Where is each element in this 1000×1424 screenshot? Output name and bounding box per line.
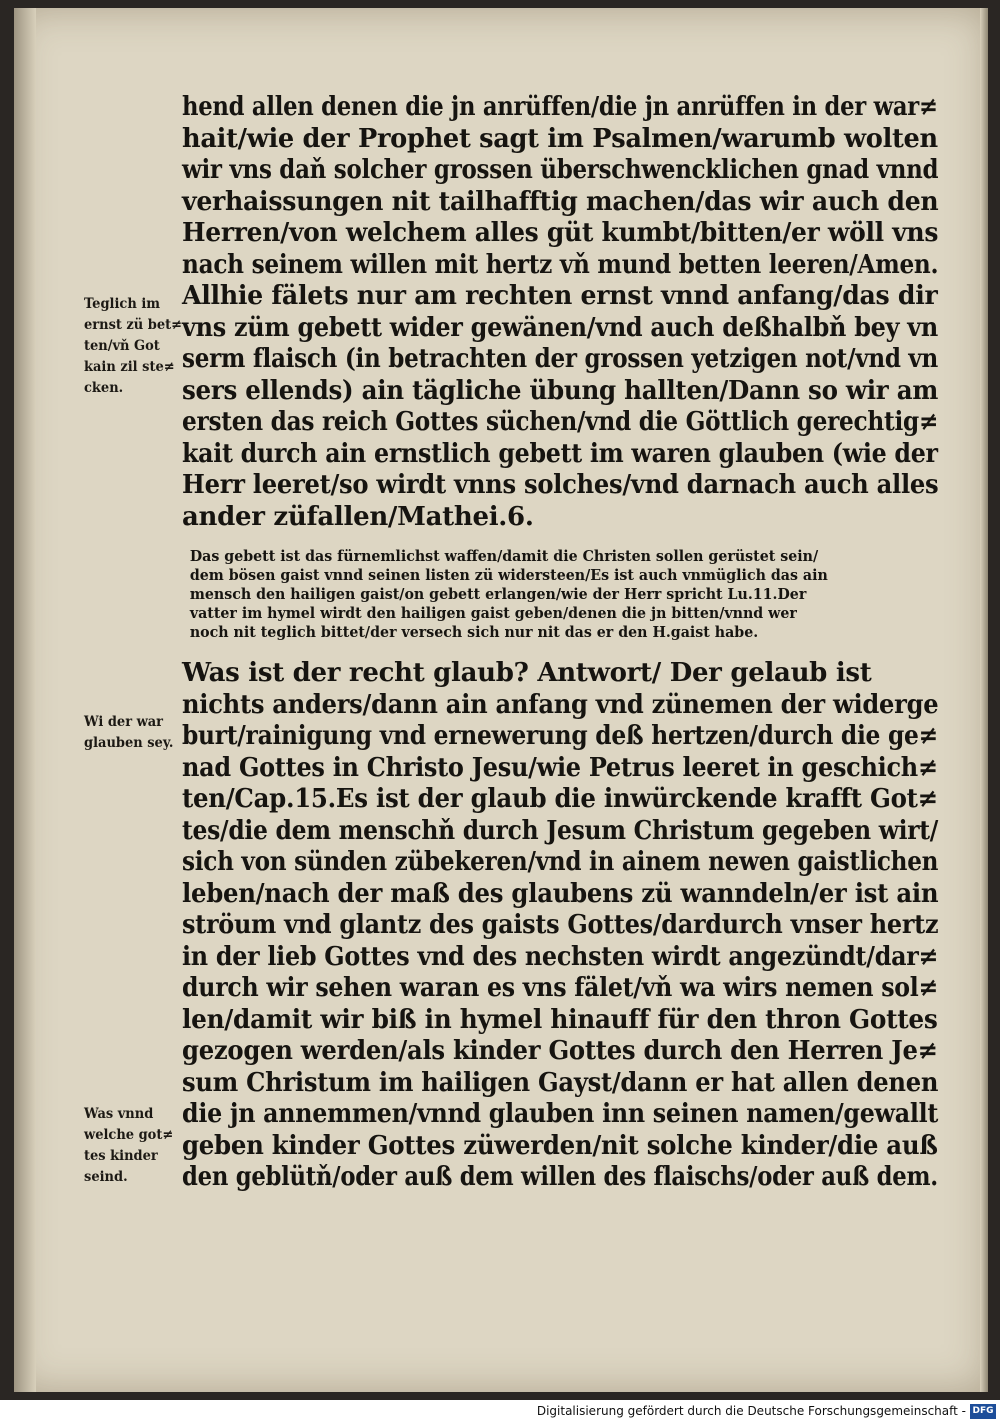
text-line: nach seinem willen mit hertz vň mund betten leeren/Amen. — [182, 249, 939, 280]
text-line: wir vns daň solcher grossen überschwencklichen gnad vnnd — [182, 155, 939, 185]
small-print-note — [182, 547, 938, 642]
note-line: mensch den hailigen gaist/on gebett erlangen/wie der Herr spricht Lu.11.Der — [189, 586, 807, 603]
margin-note-children-of-god — [84, 1104, 196, 1188]
margin-note-true-faith — [84, 712, 196, 754]
text-line: hait/wie der Prophet sagt im Psalmen/warumb wolten — [182, 123, 938, 154]
text-line: nichts anders/dann ain anfang vnd zünemen der widerge — [182, 689, 939, 720]
margin-note-line: Teglich im — [84, 296, 161, 312]
text-line: ten/Cap.15.Es ist der glaub die inwürckende krafft Got≠ — [182, 784, 938, 814]
margin-note-line: Wi der war — [84, 714, 164, 730]
text-line: Allhie fälets nur am rechten ernst vnnd anfang/das dir — [182, 281, 938, 311]
margin-note-daily-prayer — [84, 294, 196, 399]
margin-note-line: glauben sey. — [84, 735, 174, 751]
text-line: die jn annemmen/vnnd glauben inn seinen namen/gewallt — [182, 1099, 939, 1129]
text-line: den geblütň/oder auß dem willen des flaischs/oder auß dem. — [182, 1162, 938, 1192]
note-line: Das gebett ist das fürnemlichst waffen/damit die Christen sollen gerüstet sein/ — [189, 548, 819, 565]
text-line: sers ellends) ain tägliche übung hallten/Dann so wir am — [182, 375, 939, 406]
digitization-footer — [0, 1400, 1000, 1424]
text-line: in der lieb Gottes vnd des nechsten wirdt angezündt/dar≠ — [182, 941, 939, 972]
page-edge — [980, 8, 988, 1392]
margin-note-line: ernst zü bet≠ — [84, 317, 183, 333]
text-line: durch wir sehen waran es vns fälet/vň wa wirs nemen sol≠ — [182, 973, 939, 1003]
margin-note-line: tes kinder — [84, 1148, 158, 1164]
main-text-column — [182, 92, 938, 1194]
text-line: burt/rainigung vnd ernewerung deß hertzen/durch die ge≠ — [182, 721, 938, 751]
margin-note-line: welche got≠ — [84, 1127, 174, 1143]
text-line: Was ist der recht glaub? Antwort/ Der gelaub ist — [182, 658, 872, 688]
text-line: Herr leeret/so wirdt vnns solches/vnd darnach auch alles — [182, 470, 939, 500]
note-line: noch nit teglich bittet/der versech sich nur nit das er den H.gaist habe. — [189, 624, 759, 641]
text-line: gezogen werden/als kinder Gottes durch den Herren Je≠ — [182, 1036, 938, 1066]
text-line: ersten das reich Gottes süchen/vnd die Göttlich gerechtig≠ — [182, 407, 939, 437]
margin-note-line: seind. — [84, 1169, 128, 1185]
text-line: ander züfallen/Mathei.6. — [182, 501, 534, 532]
margin-note-line: kain zil ste≠ — [84, 359, 175, 375]
funding-notice: Digitalisierung gefördert durch die Deutsche Forschungsgemeinschaft - — [536, 1404, 966, 1418]
margin-note-line: ten/vň Got — [84, 338, 160, 354]
text-line: hend allen denen die jn anrüffen/die jn anrüffen in der war≠ — [182, 92, 938, 122]
text-line: sich von sünden zübekeren/vnd in ainem newen gaistlichen — [182, 847, 939, 877]
text-line: len/damit wir biß in hymel hinauff für den thron Gottes — [182, 1004, 938, 1035]
text-line: geben kinder Gottes züwerden/nit solche kinder/die auß — [182, 1130, 938, 1161]
text-line: vns züm gebett wider gewänen/vnd auch deßhalbň bey vn — [182, 312, 938, 343]
text-line: verhaissungen nit tailhafftig machen/das wir auch den — [182, 186, 939, 217]
text-line: kait durch ain ernstlich gebett im waren glauben (wie der — [182, 438, 938, 469]
dfg-logo: DFG — [970, 1404, 996, 1419]
note-line: dem bösen gaist vnnd seinen listen zü widersteen/Es ist auch vnmüglich das ain — [189, 567, 828, 584]
text-line: tes/die dem menschň durch Jesum Christum gegeben wirt/ — [182, 815, 939, 846]
margin-note-line: cken. — [84, 380, 124, 396]
text-line: nad Gottes in Christo Jesu/wie Petrus leeret in geschich≠ — [182, 752, 938, 783]
text-line: Herren/von welchem alles güt kumbt/bitten/er wöll vns — [182, 218, 939, 248]
note-line: vatter im hymel wirdt den hailigen gaist geben/denen die jn bitten/vnnd wer — [189, 605, 797, 622]
text-line: sum Christum im hailigen Gayst/dann er hat allen denen — [182, 1067, 939, 1098]
page-gutter-shadow — [14, 8, 36, 1392]
text-line: leben/nach der maß des glaubens zü wanndeln/er ist ain — [182, 878, 939, 909]
text-line: serm flaisch (in betrachten der grossen yetzigen not/vnd vn — [182, 344, 939, 374]
text-line: ströum vnd glantz des gaists Gottes/dardurch vnser hertz — [182, 910, 939, 940]
margin-note-line: Was vnnd — [84, 1106, 154, 1122]
